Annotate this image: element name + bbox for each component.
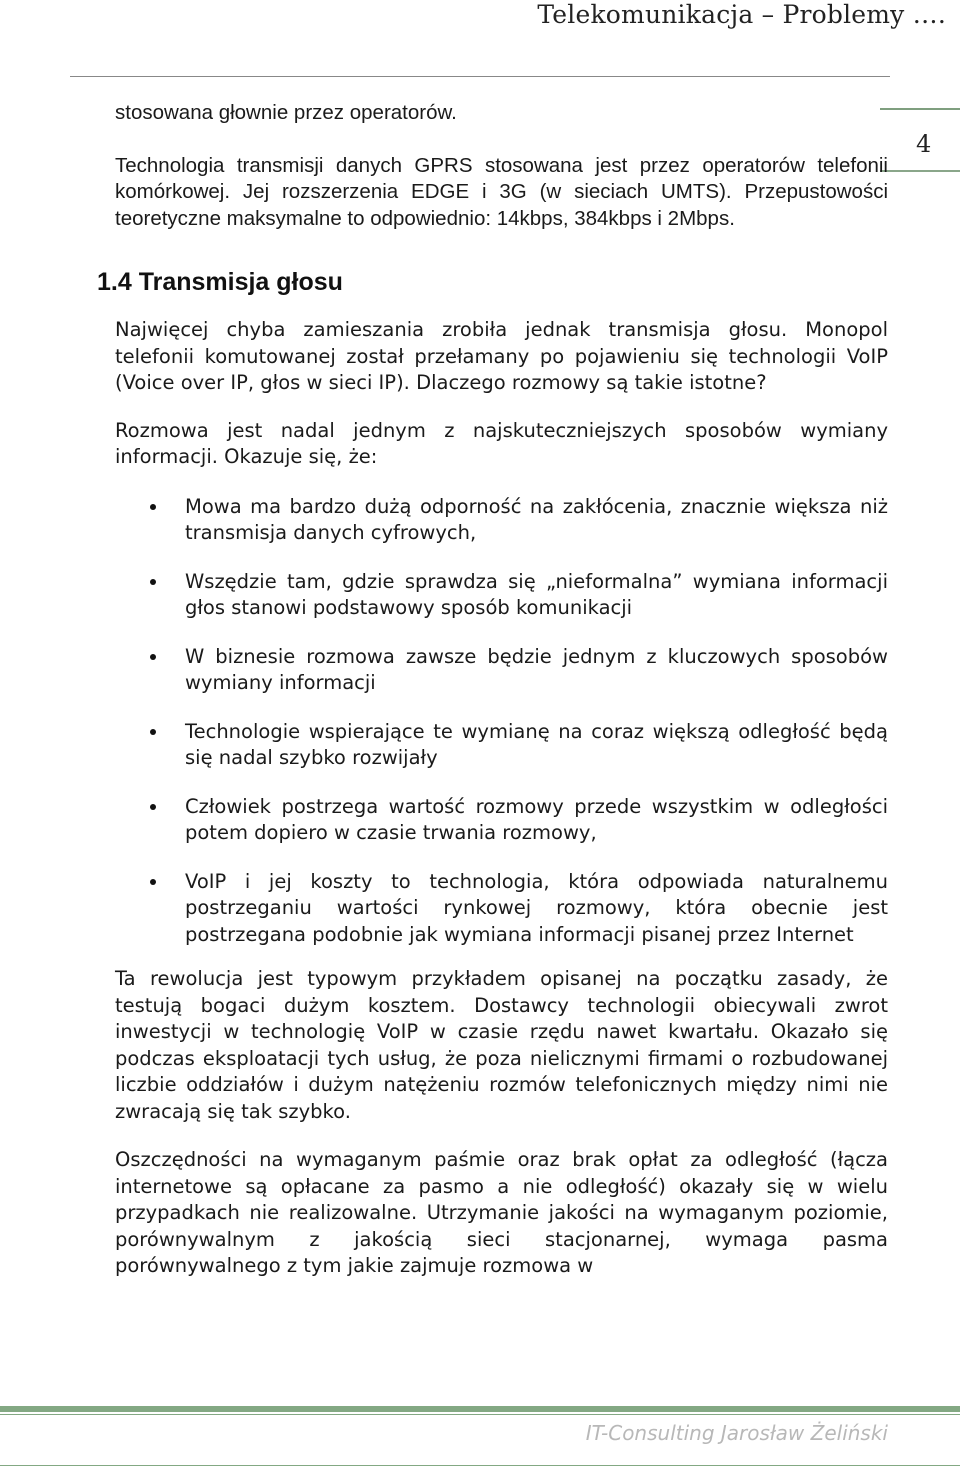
page-content xyxy=(97,100,888,1280)
bullet-icon xyxy=(150,804,156,810)
footer-text: IT-Consulting Jarosław Żeliński xyxy=(585,1421,888,1445)
list-item xyxy=(0,644,888,697)
bullet-text: W biznesie rozmowa zawsze będzie jednym z kluczowych sposobów wymiany informacji xyxy=(185,644,888,694)
bullet-icon xyxy=(150,579,156,585)
list-item xyxy=(0,794,888,847)
bullet-icon xyxy=(150,879,156,885)
list-item xyxy=(0,869,888,949)
header-title: Telekomunikacja – Problemy …. xyxy=(537,0,946,29)
bullet-text: Mowa ma bardzo dużą odporność na zakłócenia, znacznie większa niż transmisja danych cyfrowych, xyxy=(185,494,888,544)
footer-rule xyxy=(0,1414,960,1415)
list-item xyxy=(0,494,888,547)
bullet-text: Człowiek postrzega wartość rozmowy przede wszystkim w odległości potem dopiero w czasie trwania rozmowy, xyxy=(185,794,888,844)
intro-line: stosowana głownie przez operatorów. xyxy=(115,101,457,124)
bullet-text: Wszędzie tam, gdzie sprawdza się „nieformalna” wymiana informacji głos stanowi podstawowy sposób komunikacji xyxy=(185,569,888,619)
header-rule xyxy=(70,76,890,77)
paragraph-revolution: Ta rewolucja jest typowym przykładem opisanej na początku zasady, że testują bogaci dużym kosztem. Dostawcy technologii obiecywali zwrot inwestycji w technologię VoIP w czasie rzędu nawet kwartału. Okazało się podczas eksploatacji tych usług, że poza nielicznymi firmami o rozbudowanej liczbie oddziałów i dużym natężeniu rozmów telefonicznych między nimi nie zwracają się tak szybko. xyxy=(115,967,888,1123)
page-number-bottom-line xyxy=(880,170,960,172)
page-number: 4 xyxy=(916,130,932,158)
section-heading: 1.4 Transmisja głosu xyxy=(97,268,343,296)
paragraph-voice-intro: Najwięcej chyba zamieszania zrobiła jednak transmisja głosu. Monopol telefonii komutowanej został przełamany po pojawieniu się technologii VoIP (Voice over IP, głos w sieci IP). Dlaczego rozmowy są takie istotne? xyxy=(115,318,888,394)
page-number-box xyxy=(880,108,960,178)
bullet-text: VoIP i jej koszty to technologia, która odpowiada naturalnemu postrzeganiu wartości rynkowej rozmowy, która obecnie jest postrzegana podobnie jak wymiana informacji pisanej przez Internet xyxy=(185,869,888,946)
gprs-paragraph: Technologia transmisji danych GPRS stosowana jest przez operatorów telefonii komórkowej. Jej rozszerzenia EDGE i 3G (w sieciach UMTS). Przepustowości teoretyczne maksymalne to odpowiednio: 14kbps, 384kbps i 2Mbps. xyxy=(115,153,888,230)
page-number-top-line xyxy=(880,108,960,110)
bullet-icon xyxy=(150,729,156,735)
list-item xyxy=(0,719,888,772)
bullet-list xyxy=(0,494,888,949)
bullet-icon xyxy=(150,654,156,660)
paragraph-conversation: Rozmowa jest nadal jednym z najskuteczniejszych sposobów wymiany informacji. Okazuje się, że: xyxy=(115,418,888,468)
paragraph-savings: Oszczędności na wymaganym paśmie oraz brak opłat za odległość (łącza internetowe są opłacane za pasmo a nie odległość) okazały się w wielu przypadkach nie realizowalne. Utrzymanie jakości na wymaganym poziomie, porównywalnym z jakością sieci stacjonarnej, wymaga pasma porównywalnego z tym jakie zajmuje rozmowa w xyxy=(115,1148,888,1277)
list-item xyxy=(0,569,888,622)
footer-band xyxy=(0,1406,960,1412)
bullet-text: Technologie wspierające te wymianę na coraz większą odległość będą się nadal szybko rozwijały xyxy=(185,719,888,769)
footer-bottom-rule xyxy=(0,1465,960,1466)
bullet-icon xyxy=(150,504,156,510)
